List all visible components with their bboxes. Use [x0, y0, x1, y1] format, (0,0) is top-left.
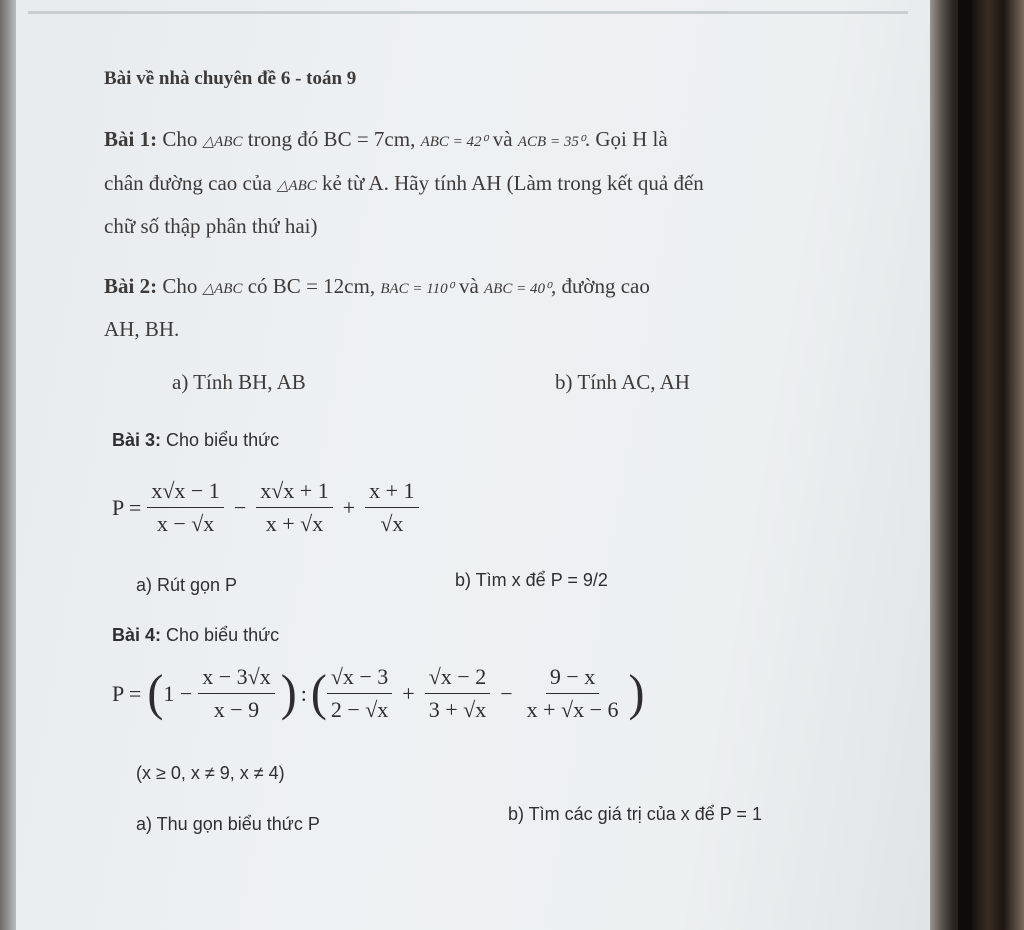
bai1-label: Bài 1: — [104, 127, 158, 151]
bai1-text-f: kẻ từ A. Hãy tính AH (Làm trong kết quả đến — [316, 171, 704, 195]
bai1-angle-acb: ACB = 35⁰ — [517, 134, 585, 150]
bai4-heading — [112, 625, 279, 646]
device-frame — [930, 0, 1024, 930]
bai4-f4-denominator: x + √x − 6 — [526, 697, 619, 722]
bai3-plus: + — [342, 494, 356, 520]
bai1-triangle-2: △ABC — [276, 178, 317, 194]
bai1-triangle: △ABC — [202, 134, 243, 150]
bai4-label: Bài 4: — [112, 625, 162, 645]
bai2-triangle: △ABC — [202, 281, 243, 297]
bai3-fraction-1 — [147, 478, 223, 537]
bai2-part-a: a) Tính BH, AB — [172, 370, 306, 394]
bai1-line3: chữ số thập phân thứ hai) — [104, 214, 318, 238]
document-title: Bài về nhà chuyên đề 6 - toán 9 — [104, 68, 357, 89]
bai3-f3-denominator: √x — [380, 511, 404, 536]
bai3-f2-denominator: x + √x — [265, 511, 324, 536]
bai3-f1-numerator: x√x − 1 — [147, 478, 223, 508]
bai4-minus: − — [500, 680, 513, 706]
device-frame-edge — [958, 0, 972, 930]
top-divider — [28, 11, 908, 14]
bai3-intro: Cho biểu thức — [161, 430, 280, 450]
bai4-right-paren-2: ) — [628, 665, 645, 721]
bai2-text-b: có BC = 12cm, — [242, 274, 381, 298]
bai1-text-c: và — [487, 127, 518, 151]
bai4-fraction-3 — [425, 664, 490, 723]
bai2-text-a: Cho — [157, 274, 203, 298]
bai4-f3-numerator: √x − 2 — [425, 664, 490, 694]
bai4-plus: + — [402, 680, 415, 706]
bai3-p-label: P = — [112, 494, 142, 520]
bai4-part-b: b) Tìm các giá trị của x để P = 1 — [508, 804, 762, 824]
screen-left-edge — [0, 0, 16, 930]
bai4-colon: : — [300, 680, 307, 706]
bai4-conditions: (x ≥ 0, x ≠ 9, x ≠ 4) — [136, 763, 285, 783]
bai2-line1 — [104, 274, 650, 299]
bai4-f2-denominator: 2 − √x — [330, 697, 389, 722]
bai3-heading — [112, 430, 279, 451]
bai1-text-a: Cho — [157, 127, 203, 151]
bai3-f3-numerator: x + 1 — [365, 478, 418, 508]
bai2-part-b: b) Tính AC, AH — [555, 370, 690, 394]
bai2-angle-abc: ABC = 40⁰ — [484, 281, 551, 297]
bai1-text-e: chân đường cao của — [104, 171, 277, 195]
bai1-text-b: trong đó BC = 7cm, — [242, 127, 421, 151]
bai4-fraction-2 — [327, 664, 392, 723]
bai3-fraction-2 — [256, 478, 332, 537]
bai2-angle-bac: BAC = 110⁰ — [380, 281, 454, 297]
bai4-p-label: P = — [112, 680, 142, 706]
bai4-f1-numerator: x − 3√x — [198, 664, 274, 694]
bai4-f4-numerator: 9 − x — [546, 664, 599, 694]
bai4-f2-numerator: √x − 3 — [327, 664, 392, 694]
bai1-line1 — [104, 127, 668, 152]
bai3-label: Bài 3: — [112, 430, 162, 450]
bai4-expression — [112, 664, 645, 723]
bai1-angle-abc: ABC = 42⁰ — [420, 134, 488, 150]
bai2-text-d: , đường cao — [550, 274, 650, 298]
bai2-text-c: và — [453, 274, 485, 298]
bai4-f3-denominator: 3 + √x — [428, 697, 487, 722]
bai3-f1-denominator: x − √x — [156, 511, 215, 536]
bai4-fraction-1 — [198, 664, 274, 723]
bai4-part-a: a) Thu gọn biểu thức P — [136, 814, 320, 834]
bai4-fraction-4 — [523, 664, 623, 723]
bai4-f1-denominator: x − 9 — [213, 697, 260, 722]
bai4-left-paren-2: ( — [310, 665, 327, 721]
bai4-intro: Cho biểu thức — [161, 625, 280, 645]
bai3-part-a: a) Rút gọn P — [136, 575, 238, 595]
bai2-line2: AH, BH. — [104, 317, 180, 341]
bai4-one-minus: 1 − — [163, 680, 193, 706]
bai4-right-paren-1: ) — [280, 665, 297, 721]
bai3-fraction-3 — [365, 478, 418, 537]
bai1-text-d: . Gọi H là — [584, 127, 668, 151]
bai3-f2-numerator: x√x + 1 — [256, 478, 332, 508]
bai3-minus: − — [233, 494, 247, 520]
bai2-label: Bài 2: — [104, 274, 158, 298]
bai3-part-b: b) Tìm x để P = 9/2 — [455, 570, 608, 590]
bai4-left-paren-1: ( — [147, 665, 164, 721]
bai1-line2 — [104, 171, 704, 196]
bai3-expression — [112, 478, 425, 537]
